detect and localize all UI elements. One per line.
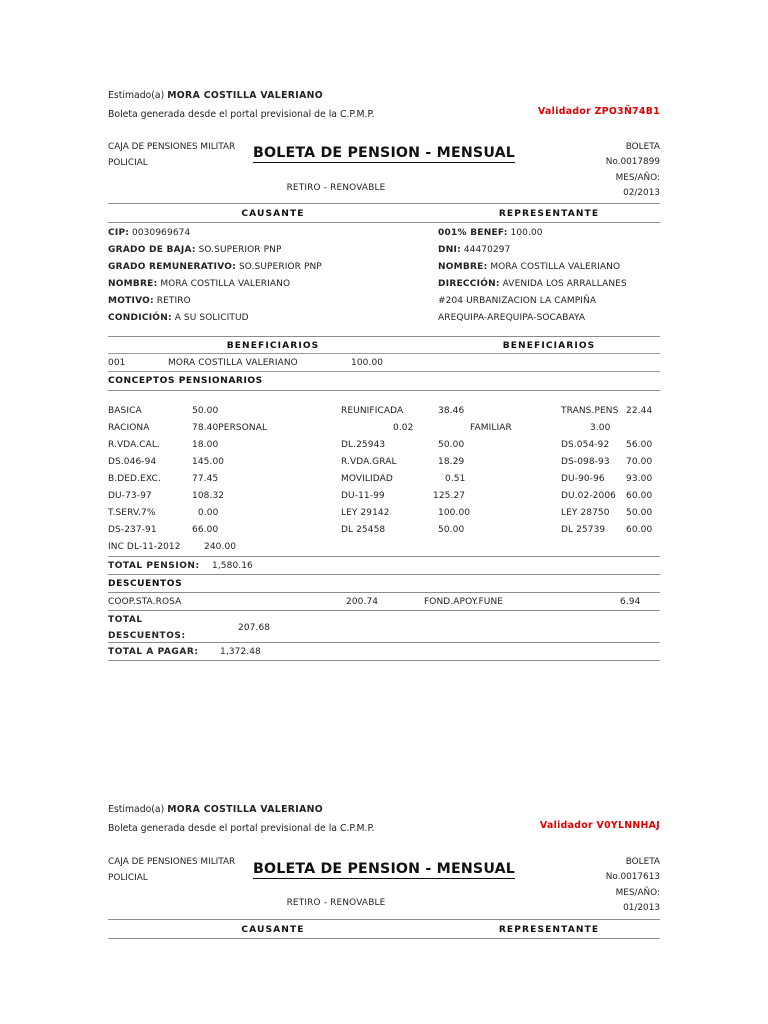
concepto-value: 60.00 bbox=[626, 491, 653, 501]
concepto-value: 108.32 bbox=[192, 491, 225, 501]
mes-anio-label: MES/AÑO: bbox=[615, 172, 660, 183]
concepto-value: 66.00 bbox=[192, 525, 219, 535]
beneficiario-percent: 100.00 bbox=[351, 358, 384, 368]
rule-above-total-pagar bbox=[108, 642, 660, 643]
rule-above-causante-2 bbox=[108, 919, 660, 920]
concepto-value: 18.00 bbox=[192, 440, 219, 450]
concepto-value: 50.00 bbox=[438, 525, 465, 535]
document-title-2 bbox=[108, 861, 660, 877]
mes-anio-label: MES/AÑO: bbox=[615, 887, 660, 898]
representante-field-dni: DNI: 44470297 bbox=[438, 245, 511, 255]
concepto-value: 78.40PERSONAL bbox=[192, 423, 268, 433]
descuento-right-value: 6.94 bbox=[620, 597, 641, 607]
rule-above-total-descuentos bbox=[108, 610, 660, 611]
beneficiario-name: MORA COSTILLA VALERIANO bbox=[168, 358, 298, 368]
descuento-right-label: FOND.APOY.FUNE bbox=[424, 597, 504, 607]
document-subtitle-1: RETIRO - RENOVABLE bbox=[286, 183, 386, 193]
causante-field-grado-remunerativo: GRADO REMUNERATIVO: SO.SUPERIOR PNP bbox=[108, 262, 322, 272]
boleta-meta-1 bbox=[606, 140, 660, 202]
concepto-label: DL 25739 bbox=[561, 525, 606, 535]
document-title-text: BOLETA DE PENSION - MENSUAL bbox=[252, 861, 516, 877]
concepto-value: 3.00 bbox=[590, 423, 611, 433]
greeting-block-1 bbox=[108, 90, 375, 120]
document-title-text: BOLETA DE PENSION - MENSUAL bbox=[252, 145, 516, 161]
mes-anio-value: 02/2013 bbox=[623, 188, 660, 199]
concepto-label: REUNIFICADA bbox=[341, 406, 404, 416]
rule-below-causante-header-2 bbox=[108, 938, 660, 939]
greeting-subtext-2: Boleta generada desde el portal previsional de la C.P.M.P. bbox=[108, 823, 375, 834]
concepto-label: DL.25943 bbox=[341, 440, 386, 450]
causante-header-2: CAUSANTE bbox=[241, 925, 305, 935]
concepto-value: 50.00 bbox=[438, 440, 465, 450]
total-descuentos-label-line1: TOTAL bbox=[108, 615, 143, 625]
causante-field-grado-de-baja: GRADO DE BAJA: SO.SUPERIOR PNP bbox=[108, 245, 282, 255]
beneficiario-code: 001 bbox=[108, 358, 126, 368]
greeting-prefix: Estimado(a) bbox=[108, 804, 168, 815]
concepto-value: 70.00 bbox=[626, 457, 653, 467]
greeting-line-2 bbox=[108, 804, 375, 815]
beneficiarios-header-left: BENEFICIARIOS bbox=[226, 341, 320, 351]
concepto-value: 77.45 bbox=[192, 474, 219, 484]
rule-below-beneficiario-row bbox=[108, 371, 660, 372]
mes-anio-value: 01/2013 bbox=[623, 903, 660, 914]
rule-below-total-pension bbox=[108, 574, 660, 575]
concepto-label: B.DED.EXC. bbox=[108, 474, 161, 484]
greeting-subtext-1: Boleta generada desde el portal previsional de la C.P.M.P. bbox=[108, 109, 375, 120]
boleta-label: BOLETA bbox=[625, 142, 660, 152]
descuento-left-value: 200.74 bbox=[346, 597, 379, 607]
document-subtitle-2: RETIRO - RENOVABLE bbox=[286, 898, 386, 908]
concepto-value: 50.00 bbox=[626, 508, 653, 518]
representante-header-2: REPRESENTANTE bbox=[498, 925, 600, 935]
concepto-value: 93.00 bbox=[626, 474, 653, 484]
total-descuentos-label-line2: DESCUENTOS: bbox=[108, 631, 186, 641]
rule-below-conceptos-header bbox=[108, 390, 660, 391]
concepto-label: R.VDA.GRAL bbox=[341, 457, 397, 467]
beneficiarios-header-right: BENEFICIARIOS bbox=[502, 341, 596, 351]
concepto-value: 38.46 bbox=[438, 406, 465, 416]
greeting-recipient-name: MORA COSTILLA VALERIANO bbox=[167, 90, 324, 101]
concepto-label: DS.046-94 bbox=[108, 457, 157, 467]
concepto-value: 56.00 bbox=[626, 440, 653, 450]
boleta-number: No.0017899 bbox=[605, 157, 660, 168]
concepto-label: INC DL-11-2012 bbox=[108, 542, 181, 552]
organization-line-2: POLICIAL bbox=[108, 872, 148, 883]
organization-line-2: POLICIAL bbox=[108, 157, 148, 168]
rule-above-total-pension bbox=[108, 556, 660, 557]
concepto-label: T.SERV.7% bbox=[108, 508, 156, 518]
concepto-label: RACIONA bbox=[108, 423, 150, 433]
organization-line-1: CAJA DE PENSIONES MILITAR bbox=[108, 142, 236, 152]
concepto-label: DS-237-91 bbox=[108, 525, 157, 535]
rule-below-causante-header-1 bbox=[108, 222, 660, 223]
total-pension-label: TOTAL PENSION: bbox=[108, 561, 200, 571]
representante-field-direccion: DIRECCIÓN: AVENIDA LOS ARRALLANES bbox=[438, 279, 627, 289]
boleta-label: BOLETA bbox=[625, 857, 660, 867]
document-title-1 bbox=[108, 145, 660, 161]
rule-below-total-pagar bbox=[108, 660, 660, 661]
causante-field-condicion: CONDICIÓN: A SU SOLICITUD bbox=[108, 313, 249, 323]
total-descuentos-value: 207.68 bbox=[238, 623, 271, 633]
representante-field-benef: 001% BENEF: 100.00 bbox=[438, 228, 543, 238]
greeting-prefix: Estimado(a) bbox=[108, 90, 168, 101]
validator-code-1: Validador ZPO3Ñ74B1 bbox=[538, 106, 660, 117]
representante-field-direccion-line2: #204 URBANIZACION LA CAMPIÑA bbox=[438, 296, 597, 306]
concepto-label: DU-90-96 bbox=[561, 474, 605, 484]
concepto-value: 18.29 bbox=[438, 457, 465, 467]
concepto-label: DU.02-2006 bbox=[561, 491, 616, 501]
concepto-label: BASICA bbox=[108, 406, 142, 416]
representante-field-direccion-line3: AREQUIPA-AREQUIPA-SOCABAYA bbox=[438, 313, 586, 323]
concepto-label: FAMILIAR bbox=[470, 423, 512, 433]
greeting-block-2 bbox=[108, 804, 375, 834]
concepto-value: 50.00 bbox=[192, 406, 219, 416]
validator-code-2: Validador V0YLNNHAJ bbox=[539, 820, 660, 831]
rule-above-causante-1 bbox=[108, 203, 660, 204]
rule-below-beneficiarios-header bbox=[108, 353, 660, 354]
concepto-label: DU-73-97 bbox=[108, 491, 152, 501]
concepto-value: 60.00 bbox=[626, 525, 653, 535]
concepto-label: DS.054-92 bbox=[561, 440, 610, 450]
descuento-left-label: COOP.STA.ROSA bbox=[108, 597, 182, 607]
concepto-value: 22.44 bbox=[626, 406, 653, 416]
concepto-label: DS-098-93 bbox=[561, 457, 610, 467]
causante-header-1: CAUSANTE bbox=[241, 209, 305, 219]
greeting-recipient-name: MORA COSTILLA VALERIANO bbox=[167, 804, 324, 815]
conceptos-pensionarios-header: CONCEPTOS PENSIONARIOS bbox=[108, 376, 263, 386]
rule-above-beneficiarios-1 bbox=[108, 336, 660, 337]
causante-field-nombre: NOMBRE: MORA COSTILLA VALERIANO bbox=[108, 279, 291, 289]
greeting-line-1 bbox=[108, 90, 375, 101]
total-a-pagar-label: TOTAL A PAGAR: bbox=[108, 647, 199, 657]
concepto-label: LEY 28750 bbox=[561, 508, 610, 518]
concepto-label: DU-11-99 bbox=[341, 491, 385, 501]
concepto-value: 240.00 bbox=[204, 542, 237, 552]
concepto-value: 0.00 bbox=[198, 508, 219, 518]
boleta-number: No.0017613 bbox=[605, 872, 660, 883]
concepto-label: R.VDA.CAL. bbox=[108, 440, 160, 450]
concepto-value: 145.00 bbox=[192, 457, 225, 467]
concepto-value: 125.27 bbox=[433, 491, 466, 501]
concepto-label: DL 25458 bbox=[341, 525, 386, 535]
concepto-label: TRANS.PENS bbox=[561, 406, 619, 416]
total-a-pagar-value: 1,372.48 bbox=[220, 647, 261, 657]
representante-header-1: REPRESENTANTE bbox=[498, 209, 600, 219]
concepto-value: 0.02 bbox=[393, 423, 414, 433]
organization-line-1: CAJA DE PENSIONES MILITAR bbox=[108, 857, 236, 867]
boleta-meta-2 bbox=[606, 855, 660, 917]
total-pension-value: 1,580.16 bbox=[212, 561, 253, 571]
concepto-value: 0.51 bbox=[445, 474, 466, 484]
concepto-label: MOVILIDAD bbox=[341, 474, 393, 484]
causante-field-motivo: MOTIVO: RETIRO bbox=[108, 296, 191, 306]
concepto-value: 100.00 bbox=[438, 508, 471, 518]
causante-field-cip: CIP: 0030969674 bbox=[108, 228, 191, 238]
concepto-label: LEY 29142 bbox=[341, 508, 390, 518]
representante-field-nombre: NOMBRE: MORA COSTILLA VALERIANO bbox=[438, 262, 621, 272]
rule-below-descuentos-header bbox=[108, 592, 660, 593]
descuentos-header: DESCUENTOS bbox=[108, 579, 183, 589]
